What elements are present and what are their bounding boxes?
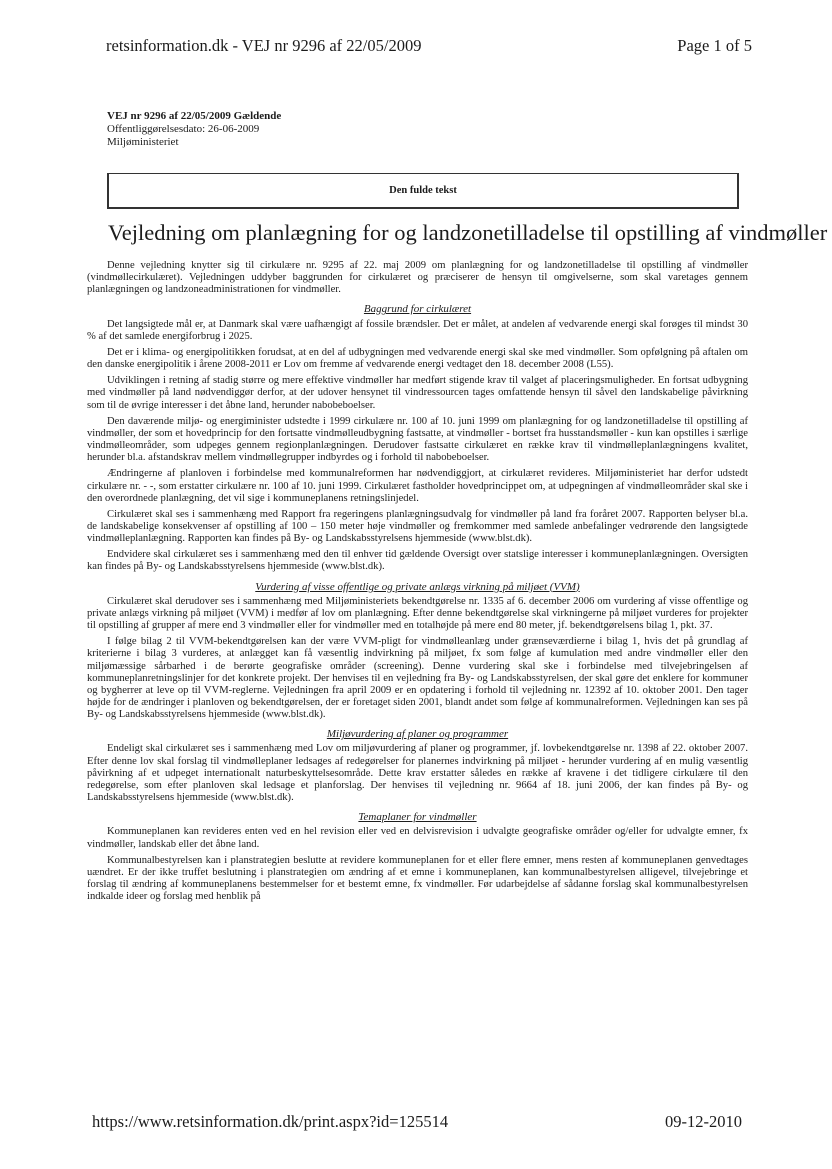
full-text-label: Den fulde tekst	[389, 185, 457, 196]
paragraph: Kommunalbestyrelsen kan i planstrategien beslutte at revidere kommuneplanen for et eller flere emner, mens resten af kommuneplanen genvedtages uændret. Er der ikke truffet beslutning i planstrategien om ændring af et emne i kommuneplanen, kan kommunalbestyrelsen alligevel, tilvejebringe et forslag til ændring af kommuneplanens bestemmelser for et bestemt emne, fx vindmøller. Før udarbejdelse af sådanne forslag skal kommunalbestyrelsen indkalde ideer og forslag med henblik på	[87, 854, 748, 903]
page-number: Page 1 of 5	[677, 36, 752, 55]
intro-paragraph: Denne vejledning knytter sig til cirkulære nr. 9295 af 22. maj 2009 om planlægning for og landzonetilladelse til opstilling af vindmøller (vindmøllecirkulæret). Vejledningen uddyber baggrunden for cirkulæret og præciserer de hensyn til omgivelserne, som skal varetages gennem planlægningen og landzoneadministrationen for vindmøller.	[87, 260, 748, 296]
print-footer-url: https://www.retsinformation.dk/print.aspx?id=125514	[92, 1112, 449, 1131]
full-text-banner	[107, 173, 739, 209]
paragraph: Det er i klima- og energipolitikken forudsat, at en del af udbygningen med vedvarende energi skal ske med vindmøller. Som opfølgning på aftalen om den danske energipolitik i årene 2008-2011 er Lov om fremme af vedvarende energi vedtaget den 18. december 2008 (L55).	[87, 346, 748, 371]
document-title: Vejledning om planlægning for og landzonetilladelse til opstilling af vindmøller	[108, 220, 828, 245]
paragraph: Udviklingen i retning af stadig større og mere effektive vindmøller har medført stigende krav til valget af placeringsmuligheder. En fortsat udbygning med vindmøller på land nødvendiggør derfor, at der udover hensynet til vindressourcen tages omfattende hensyn til såvel den landskabelige påvirkning som til de øvrige interesser i det åbne land, herunder nabobeboelser.	[87, 375, 748, 411]
section-heading: Baggrund for cirkulæret	[363, 303, 472, 316]
document-id: VEJ nr 9296 af 22/05/2009 Gældende	[107, 110, 282, 122]
paragraph: Ændringerne af planloven i forbindelse med kommunalreformen har nødvendiggjort, at cirkulæret revideres. Miljøministeriet har derfor udstedt cirkulære nr. - -, som erstatter cirkulære nr. 100 af 10. juni 1999. Cirkulæret fastholder hovedprincippet om, at udpegningen af vindmølleområder skal ske i den overordnede planlægning, det vil sige i kommuneplanens retningslinjedel.	[87, 468, 748, 504]
paragraph: Cirkulæret skal ses i sammenhæng med Rapport fra regeringens planlægningsudvalg for vindmøller på land fra foråret 2007. Rapporten belyser bl.a. de landskabelige konsekvenser af opstilling af 100 – 150 meter høje vindmøller og fremkommer med samlede anbefalinger vedrørende den langsigtede vindmølleplanlægning. Rapporten kan findes på By- og Landskabsstyrelsens hjemmeside (www.blst.dk).	[87, 508, 748, 545]
document-body	[87, 260, 748, 907]
paragraph: Kommuneplanen kan revideres enten ved en hel revision eller ved en delvisrevision i udvalgte geografiske områder og/eller for udvalgte emner, fx vindmøller, landskab eller det åbne land.	[87, 826, 748, 850]
section-heading: Temaplaner for vindmøller	[358, 811, 477, 824]
paragraph: Den daværende miljø- og energiminister udstedte i 1999 cirkulære nr. 100 af 10. juni 1999 om planlægning for og landzonetilladelse til opstilling af vindmøller, der som et hovedprincip for den fortsatte vindmølleudbygning fastsatte, at vindmøller - bortset fra husstandsmøller - kun kan opstilles i særlige vindmølleområder, som udpeges gennem regionplanlægningen. Derudover fastsatte cirkulæret en række krav til vindmølleplanlægningens kvalitet, herunder bl.a. afstandskrav mellem vindmøllegrupper indbyrdes og i forhold til nabobeboelser.	[87, 415, 748, 464]
section-heading: Vurdering af visse offentlige og private anlægs virkning på miljøet (VVM)	[255, 580, 580, 593]
paragraph: Endvidere skal cirkulæret ses i sammenhæng med den til enhver tid gældende Oversigt over statslige interesser i kommuneplanlægningen. Oversigten kan findes på By- og Landskabsstyrelsens hjemmeside (www.blst.dk).	[87, 549, 748, 573]
section-heading: Miljøvurdering af planer og programmer	[326, 728, 509, 741]
print-date: 09-12-2010	[665, 1112, 742, 1131]
print-header-source: retsinformation.dk - VEJ nr 9296 af 22/05/2009	[106, 36, 422, 55]
paragraph: Cirkulæret skal derudover ses i sammenhæng med Miljøministeriets bekendtgørelse nr. 1335 af 6. december 2006 om vurdering af visse offentlige og private anlægs virkning på miljøet (VVM) i medfør af lov om planlægning. Efter denne bekendtgørelse skal virkningerne på miljøet vurderes for projekter til opstilling af grupper af mere end 3 vindmøller eller for vindmøller med en totalhøjde på mere end 80 meter, jf. bekendtgørelsens bilag 1, pkt. 37.	[87, 595, 748, 632]
paragraph: I følge bilag 2 til VVM-bekendtgørelsen kan der være VVM-pligt for vindmølleanlæg under grænseværdierne i bilag 1, hvis det på grundlag af kriterierne i bilag 3 vurderes, at anlægget kan få væsentlig indvirkning på miljøet, fx som følge af kumulation med andre vindmøller eller den miljømæssige sårbarhed i de berørte geografiske områder (screening). Denne vurdering skal ske i forbindelse med tilvejebringelsen af kommuneplanretningslinjer for det konkrete projekt. Der henvises til en vejledning fra By- og Landskabsstyrelsen, der skal gøre det enklere for kommuner og bygherrer at leve op til VVM-reglerne. Vejledningen fra april 2009 er en opdatering i forhold til vejledning nr. 12392 af 10. oktober 2001. Den tager højde for de ændringer i planloven og bekendtgørelsen, der er foretaget siden 2001, blandt andet som følge af kommunalreformen. Vejledningen kan ses på By- og Landskabsstyrelsens hjemmeside (www.blst.dk).	[87, 636, 748, 721]
publication-date: Offentliggørelsesdato: 26-06-2009	[107, 123, 260, 135]
document-meta	[107, 110, 281, 149]
paragraph: Det langsigtede mål er, at Danmark skal være uafhængigt af fossile brændsler. Det er målet, at andelen af vedvarende energi skal forøges til mindst 30 % af det samlede energiforbrug i 2025.	[87, 318, 748, 342]
paragraph: Endeligt skal cirkulæret ses i sammenhæng med Lov om miljøvurdering af planer og programmer, jf. lovbekendtgørelse nr. 1398 af 22. oktober 2007. Efter denne lov skal forslag til vindmølleplaner ledsages af redegørelser for planernes indvirkning på miljøet - herunder vurdering af en mulig væsentlig påvirkning af et udpeget internationalt naturbeskyttelsesområde. Dette krav erstatter således en række af kravene i det tidligere cirkulære til den redegørelse, som efter planloven skal ledsage et planforslag. Der henvises til vejledning nr. 9664 af 18. juni 2006, der kan findes på By- og Landskabsstyrelsens hjemmeside (www.blst.dk).	[87, 743, 748, 804]
ministry-name: Miljøministeriet	[107, 136, 179, 148]
